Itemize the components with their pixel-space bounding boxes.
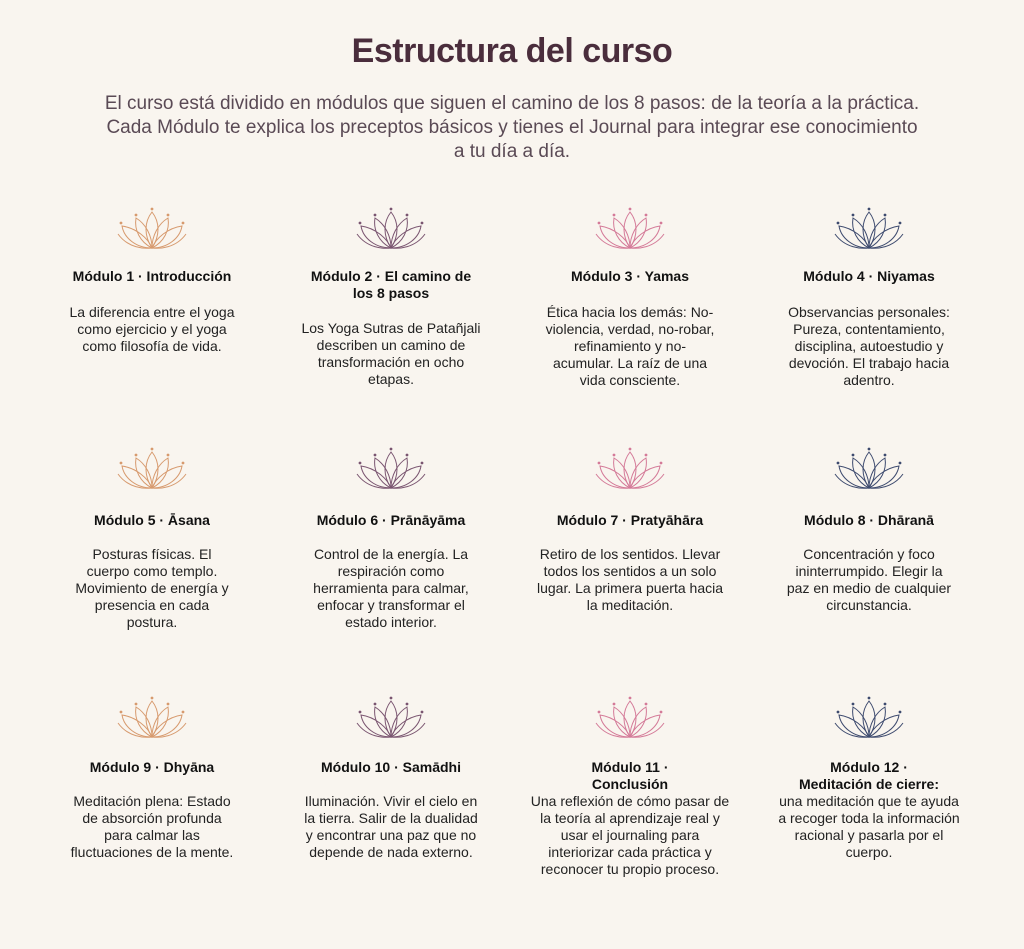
module-card-8 xyxy=(769,444,969,613)
lotus-dot xyxy=(167,214,170,217)
lotus-icon xyxy=(353,693,429,739)
module-title: Módulo 10 · Samādhi xyxy=(320,759,461,775)
lotus-dot xyxy=(374,214,377,217)
lotus-dot xyxy=(167,703,170,706)
lotus-icon xyxy=(114,693,190,739)
lotus-dot xyxy=(884,703,887,706)
lotus-dot xyxy=(629,697,632,700)
lotus-dot xyxy=(151,697,154,700)
module-title: Módulo 9 · Dhyāna xyxy=(89,759,215,775)
module-title: Módulo 8 · Dhāranā xyxy=(804,512,934,528)
lotus-dot xyxy=(852,214,855,217)
lotus-dot xyxy=(406,703,409,706)
lotus-dot xyxy=(613,703,616,706)
lotus-dot xyxy=(390,697,393,700)
module-card-10 xyxy=(291,693,491,860)
module-description: una meditación que te ayuda a recoger toda la información racional y pasarla por el cuerpo. xyxy=(778,793,960,860)
lotus-icon xyxy=(592,693,668,739)
module-description: Posturas físicas. El cuerpo como templo. Movimiento de energía y presencia en cada postura. xyxy=(75,546,229,630)
module-description: Una reflexión de cómo pasar de la teoría al aprendizaje real y usar el journaling para interiorizar cada práctica y reconocer tu propio proceso. xyxy=(530,793,730,877)
lotus-dot xyxy=(598,711,601,714)
lotus-dot xyxy=(899,462,902,465)
module-card-1 xyxy=(52,204,252,354)
lotus-dot xyxy=(135,703,138,706)
lotus-dot xyxy=(135,214,138,217)
module-card-4 xyxy=(769,204,969,388)
lotus-dot xyxy=(120,711,123,714)
lotus-dot xyxy=(120,462,123,465)
lotus-icon xyxy=(353,204,429,250)
module-title: Módulo 6 · Prānāyāma xyxy=(316,512,466,528)
module-title: Módulo 2 · El camino de los 8 pasos xyxy=(310,268,472,301)
module-card-7 xyxy=(530,444,730,613)
lotus-dot xyxy=(837,462,840,465)
lotus-dot xyxy=(406,214,409,217)
lotus-dot xyxy=(421,462,424,465)
module-description: Ética hacia los demás: No-violencia, verdad, no-robar, refinamiento y no-acumular. La raíz de una vida consciente. xyxy=(545,304,715,388)
page-title: Estructura del curso xyxy=(351,32,673,70)
module-description: La diferencia entre el yoga como ejercicio y el yoga como filosofía de vida. xyxy=(69,304,235,354)
lotus-dot xyxy=(629,448,632,451)
lotus-icon xyxy=(592,444,668,490)
lotus-dot xyxy=(182,462,185,465)
module-title: Módulo 11 · Conclusión xyxy=(591,759,669,792)
lotus-dot xyxy=(598,222,601,225)
lotus-dot xyxy=(645,703,648,706)
lotus-icon xyxy=(114,444,190,490)
module-card-2 xyxy=(291,204,491,387)
lotus-icon xyxy=(831,444,907,490)
lotus-dot xyxy=(852,454,855,457)
module-title: Módulo 5 · Āsana xyxy=(94,512,210,528)
lotus-dot xyxy=(359,222,362,225)
lotus-dot xyxy=(613,214,616,217)
lotus-dot xyxy=(182,222,185,225)
lotus-dot xyxy=(884,214,887,217)
intro-paragraph: El curso está dividido en módulos que siguen el camino de los 8 pasos: de la teoría a la práctica. Cada Módulo te explica los preceptos básicos y tienes el Journal para integrar ese conocimiento a tu día a día. xyxy=(104,93,920,162)
lotus-dot xyxy=(182,711,185,714)
lotus-dot xyxy=(899,222,902,225)
module-description: Retiro de los sentidos. Llevar todos los sentidos a un solo lugar. La primera puerta hacia la meditación. xyxy=(537,546,723,613)
lotus-dot xyxy=(837,711,840,714)
lotus-dot xyxy=(852,703,855,706)
module-title: Módulo 12 · Meditación de cierre: xyxy=(798,759,940,792)
lotus-dot xyxy=(868,697,871,700)
lotus-dot xyxy=(374,454,377,457)
lotus-dot xyxy=(421,222,424,225)
module-description: Los Yoga Sutras de Patañjali describen un camino de transformación en ocho etapas. xyxy=(301,320,481,387)
lotus-icon xyxy=(592,204,668,250)
module-card-6 xyxy=(291,444,491,630)
module-description: Meditación plena: Estado de absorción profunda para calmar las fluctuaciones de la mente. xyxy=(70,793,234,860)
lotus-dot xyxy=(167,454,170,457)
lotus-dot xyxy=(660,462,663,465)
lotus-dot xyxy=(421,711,424,714)
lotus-dot xyxy=(406,454,409,457)
module-title: Módulo 3 · Yamas xyxy=(571,268,689,284)
lotus-icon xyxy=(114,204,190,250)
lotus-dot xyxy=(359,711,362,714)
module-title: Módulo 7 · Pratyāhāra xyxy=(556,512,704,528)
lotus-dot xyxy=(390,448,393,451)
lotus-dot xyxy=(868,208,871,211)
lotus-dot xyxy=(645,214,648,217)
lotus-dot xyxy=(151,448,154,451)
lotus-icon xyxy=(353,444,429,490)
lotus-dot xyxy=(359,462,362,465)
module-card-3 xyxy=(530,204,730,388)
lotus-dot xyxy=(598,462,601,465)
lotus-dot xyxy=(884,454,887,457)
lotus-dot xyxy=(868,448,871,451)
lotus-dot xyxy=(613,454,616,457)
lotus-dot xyxy=(645,454,648,457)
module-card-9 xyxy=(52,693,252,860)
lotus-dot xyxy=(151,208,154,211)
lotus-icon xyxy=(831,693,907,739)
lotus-dot xyxy=(837,222,840,225)
lotus-dot xyxy=(390,208,393,211)
module-description: Iluminación. Vivir el cielo en la tierra. Salir de la dualidad y encontrar una paz que no depende de nada externo. xyxy=(304,793,478,860)
lotus-dot xyxy=(629,208,632,211)
lotus-dot xyxy=(660,711,663,714)
lotus-dot xyxy=(374,703,377,706)
module-description: Control de la energía. La respiración como herramienta para calmar, enfocar y transformar el estado interior. xyxy=(313,546,469,630)
module-title: Módulo 4 · Niyamas xyxy=(803,268,935,284)
lotus-icon xyxy=(831,204,907,250)
lotus-dot xyxy=(660,222,663,225)
module-card-5 xyxy=(52,444,252,630)
module-card-12 xyxy=(769,693,969,860)
lotus-dot xyxy=(135,454,138,457)
module-description: Concentración y foco ininterrumpido. Elegir la paz en medio de cualquier circunstancia. xyxy=(786,546,952,613)
module-card-11 xyxy=(530,693,730,877)
lotus-dot xyxy=(120,222,123,225)
module-title: Módulo 1 · Introducción xyxy=(72,268,232,284)
lotus-dot xyxy=(899,711,902,714)
module-description: Observancias personales: Pureza, contentamiento, disciplina, autoestudio y devoción. El trabajo hacia adentro. xyxy=(788,304,950,388)
